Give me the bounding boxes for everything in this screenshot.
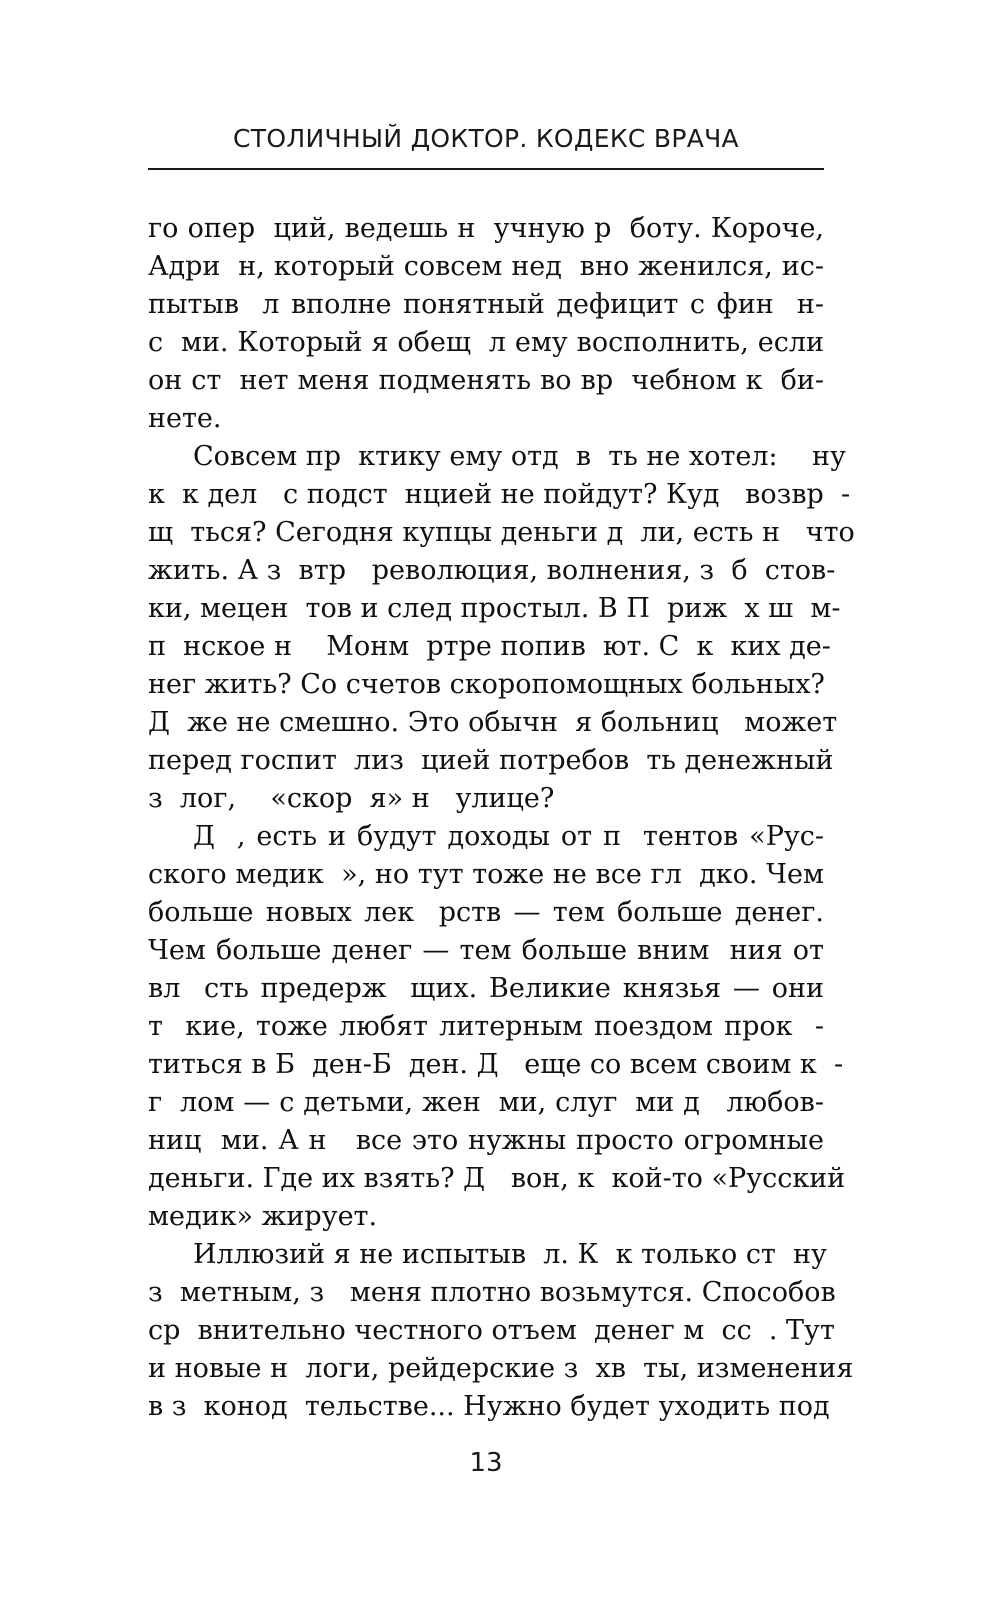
- text-line: п нское н Монм ртре попив ют. С к ких де-: [148, 631, 831, 662]
- text-line: ср внительно честного отъем денег м сс . Тут: [148, 1315, 835, 1346]
- text-line: больше новых лек рств — тем больше денег.: [148, 897, 824, 928]
- text-line: он ст нет меня подменять во вр чебном к би-: [148, 365, 824, 396]
- text-line: пытыв л вполне понятный дефицит с фин н-: [148, 289, 824, 320]
- text-line: деньги. Где их взять? Д вон, к кой-то «Русский: [148, 1163, 846, 1194]
- text-line: г лом — с детьми, жен ми, слуг ми д любов-: [148, 1087, 824, 1118]
- body-text: [148, 210, 855, 1426]
- text-line: нете.: [148, 403, 222, 434]
- text-line: жить. А з втр революция, волнения, з б стов-: [148, 555, 836, 586]
- text-line: з метным, з меня плотно возьмутся. Способов: [148, 1277, 836, 1308]
- text-line: Иллюзий я не испытыв л. К к только ст ну: [193, 1239, 827, 1270]
- text-line: Д же не смешно. Это обычн я больниц может: [148, 707, 838, 738]
- text-line: титься в Б ден-Б ден. Д еще со всем своим к -: [148, 1049, 844, 1080]
- page-number: 13: [469, 1448, 503, 1478]
- text-line: нег жить? Со счетов скоропомощных больных?: [148, 669, 825, 700]
- text-line: Чем больше денег — тем больше вним ния от: [148, 935, 824, 966]
- header-rule: [148, 168, 824, 170]
- text-line: Совсем пр ктику ему отд в ть не хотел: ну: [193, 441, 846, 472]
- text-line: щ ться? Сегодня купцы деньги д ли, есть н что: [148, 517, 855, 548]
- text-line: ки, мецен тов и след простыл. В П риж х ш м-: [148, 593, 841, 624]
- text-line: Адри н, который совсем нед вно женился, ис-: [148, 251, 824, 282]
- running-title: СТОЛИЧНЫЙ ДОКТОР. КОДЕКС ВРАЧА: [233, 124, 739, 153]
- text-line: т кие, тоже любят литерным поездом прок -: [148, 1011, 824, 1042]
- text-line: и новые н логи, рейдерские з хв ты, изменения: [148, 1353, 854, 1384]
- text-line: Д , есть и будут доходы от п тентов «Рус-: [193, 821, 824, 852]
- text-line: медик» жирует.: [148, 1201, 378, 1232]
- text-line: в з конод тельстве... Нужно будет уходить под: [148, 1391, 830, 1422]
- text-line: вл сть предерж щих. Великие князья — они: [148, 973, 824, 1004]
- text-line: з лог, «скор я» н улице?: [148, 783, 555, 814]
- text-line: го опер ций, ведешь н учную р боту. Короче,: [148, 213, 824, 244]
- text-line: к к дел с подст нцией не пойдут? Куд возвр -: [148, 479, 851, 510]
- text-line: перед госпит лиз цией потребов ть денежный: [148, 745, 834, 776]
- text-line: ниц ми. А н все это нужны просто огромные: [148, 1125, 824, 1156]
- text-line: с ми. Который я обещ л ему восполнить, если: [148, 327, 824, 358]
- text-line: ского медик », но тут тоже не все гл дко. Чем: [148, 859, 824, 890]
